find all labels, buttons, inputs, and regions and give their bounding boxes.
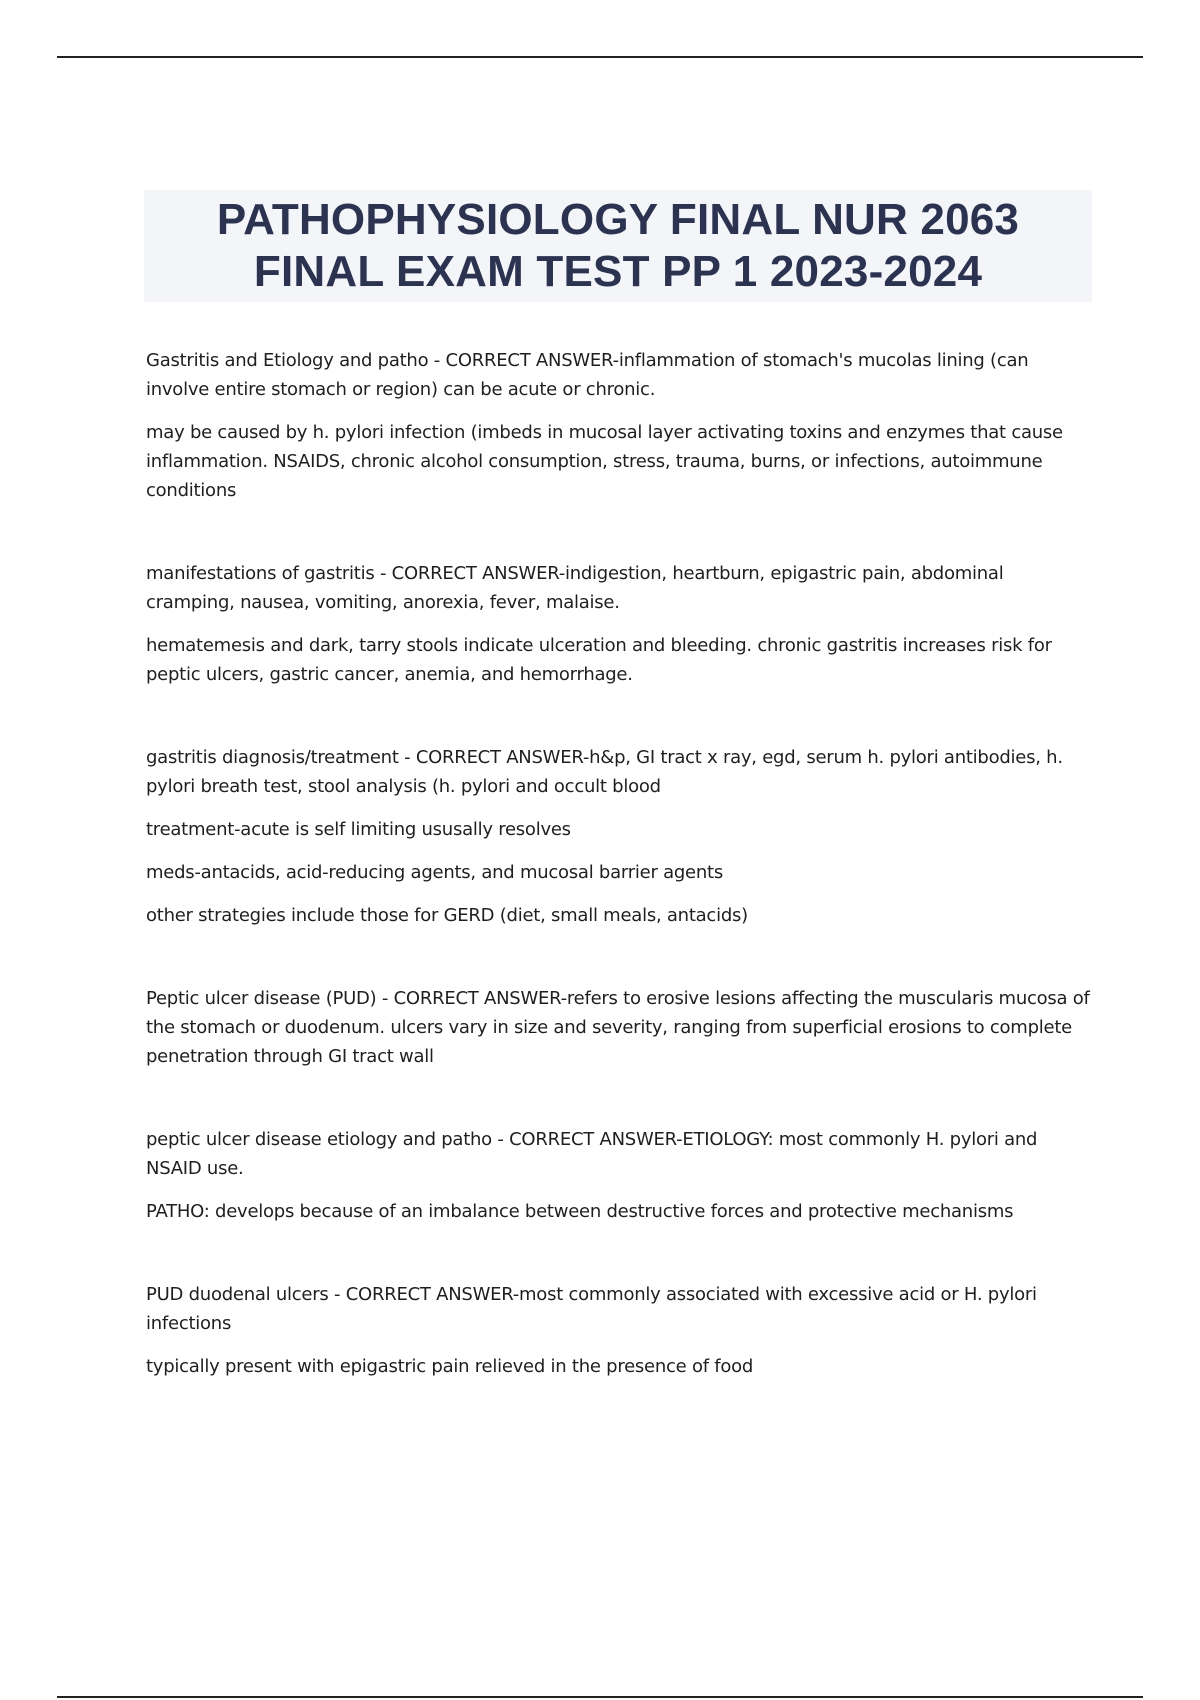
entry-detail: typically present with epigastric pain relieved in the presence of food bbox=[146, 1356, 754, 1377]
entry-detail: other strategies include those for GERD (diet, small meals, antacids) bbox=[146, 905, 748, 926]
document-body bbox=[146, 346, 1096, 1395]
entry-question-answer: Peptic ulcer disease (PUD) - CORRECT ANSWER-refers to erosive lesions affecting the muscularis mucosa of the stomach or duodenum. ulcers vary in size and severity, ranging from superficial erosions to complete penetration through GI tract wall bbox=[146, 988, 1090, 1067]
top-rule bbox=[57, 56, 1143, 58]
entry-detail: hematemesis and dark, tarry stools indicate ulceration and bleeding. chronic gastritis increases risk for peptic ulcers, gastric cancer, anemia, and hemorrhage. bbox=[146, 635, 1052, 685]
qa-entry bbox=[146, 1280, 1096, 1381]
entry-question-answer: Gastritis and Etiology and patho - CORRECT ANSWER-inflammation of stomach's mucolas lining (can involve entire stomach or region) can be acute or chronic. bbox=[146, 350, 1029, 400]
title-block bbox=[144, 190, 1092, 302]
qa-entry bbox=[146, 984, 1096, 1071]
qa-entry bbox=[146, 346, 1096, 505]
qa-entry bbox=[146, 743, 1096, 930]
bottom-rule bbox=[57, 1696, 1143, 1698]
entry-spacer bbox=[146, 1085, 1096, 1125]
entry-detail: meds-antacids, acid-reducing agents, and mucosal barrier agents bbox=[146, 862, 723, 883]
entry-question-answer: peptic ulcer disease etiology and patho - CORRECT ANSWER-ETIOLOGY: most commonly H. pylori and NSAID use. bbox=[146, 1129, 1038, 1179]
entry-detail: PATHO: develops because of an imbalance between destructive forces and protective mechanisms bbox=[146, 1201, 1014, 1222]
entry-question-answer: manifestations of gastritis - CORRECT ANSWER-indigestion, heartburn, epigastric pain, abdominal cramping, nausea, vomiting, anorexia, fever, malaise. bbox=[146, 563, 1004, 613]
entry-spacer bbox=[146, 944, 1096, 984]
entry-spacer bbox=[146, 703, 1096, 743]
qa-entry bbox=[146, 1125, 1096, 1226]
entry-detail: may be caused by h. pylori infection (imbeds in mucosal layer activating toxins and enzymes that cause inflammation. NSAIDS, chronic alcohol consumption, stress, trauma, burns, or infections, autoimmune conditions bbox=[146, 422, 1063, 501]
entry-question-answer: gastritis diagnosis/treatment - CORRECT ANSWER-h&p, GI tract x ray, egd, serum h. pylori antibodies, h. pylori breath test, stool analysis (h. pylori and occult blood bbox=[146, 747, 1063, 797]
entry-question-answer: PUD duodenal ulcers - CORRECT ANSWER-most commonly associated with excessive acid or H. pylori infections bbox=[146, 1284, 1037, 1334]
title-line-2: FINAL EXAM TEST PP 1 2023-2024 bbox=[253, 247, 983, 296]
entry-spacer bbox=[146, 1240, 1096, 1280]
qa-entry bbox=[146, 559, 1096, 689]
entry-spacer bbox=[146, 519, 1096, 559]
entry-detail: treatment-acute is self limiting ususally resolves bbox=[146, 819, 571, 840]
title-line-1: PATHOPHYSIOLOGY FINAL NUR 2063 bbox=[216, 195, 1020, 244]
